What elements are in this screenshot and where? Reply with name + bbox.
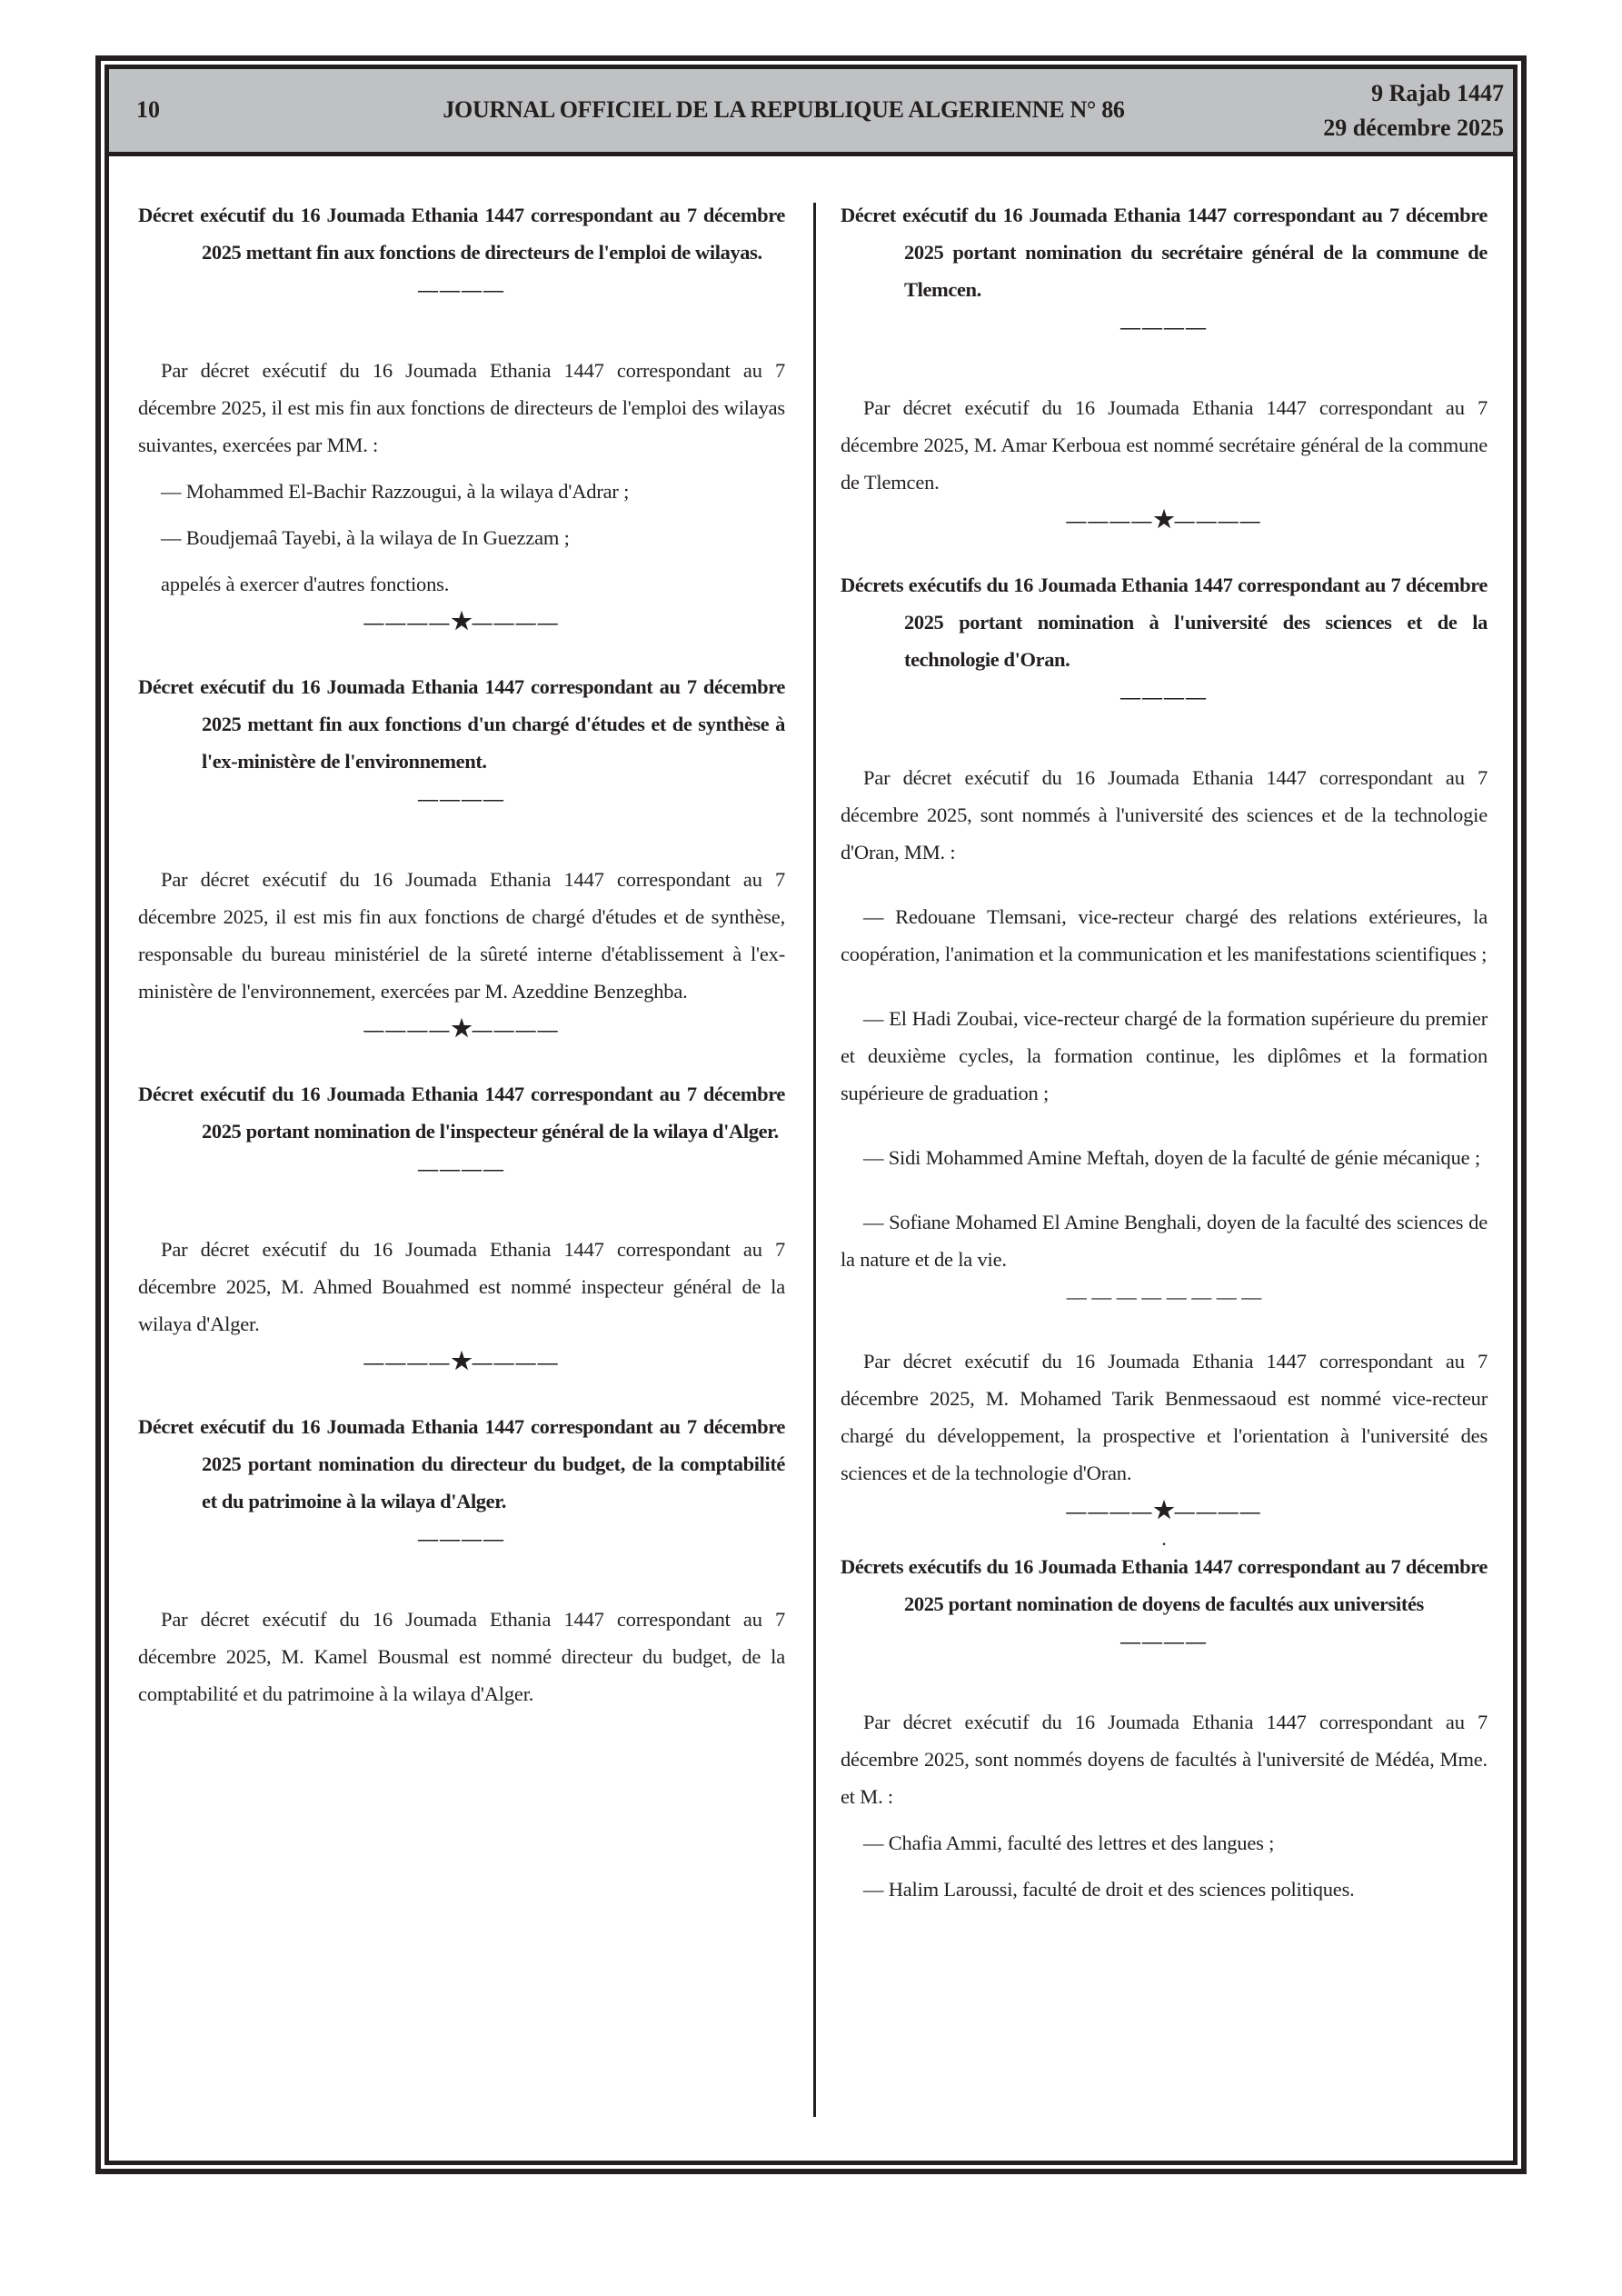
short-separator: ———— (418, 1527, 505, 1550)
decree-body: Par décret exécutif du 16 Joumada Ethania 1447 correspondant au 7 décembre 2025, sont nommés doyens de facultés à l'université de Médéa, Mme. et M. : (841, 1711, 1488, 1808)
decree-usto-oran (841, 566, 1488, 1548)
decree-doyens-facultes (841, 1548, 1488, 1908)
star-icon: ★ (1153, 506, 1175, 533)
page-outer-border (95, 55, 1527, 2174)
short-separator: ———— (418, 278, 505, 301)
short-separator: ———— (418, 1157, 505, 1180)
decree-secretaire-tlemcen (841, 196, 1488, 539)
decree-body-2: Par décret exécutif du 16 Joumada Ethania 1447 correspondant au 7 décembre 2025, M. Mohamed Tarik Benmessaoud est nommé vice-recteur chargé du développement, la prospective et l'orientation à l'université des sciences et de la technologie d'Oran. (841, 1350, 1488, 1484)
journal-title: JOURNAL OFFICIEL DE LA REPUBLIQUE ALGERIENNE N° 86 (443, 96, 1125, 123)
list-item: — Sidi Mohammed Amine Meftah, doyen de la faculté de génie mécanique ; (863, 1146, 1480, 1169)
issue-dates (1323, 76, 1504, 145)
star-icon: ★ (451, 1015, 473, 1042)
decree-body: Par décret exécutif du 16 Joumada Ethania 1447 correspondant au 7 décembre 2025, M. Kamel Bousmal est nommé directeur du budget, de la comptabilité et du patrimoine à la wilaya d'Alger. (138, 1608, 785, 1705)
list-item: — Redouane Tlemsani, vice-recteur chargé des relations extérieures, la coopération, l'animation et la communication et les manifestations scientifiques ; (841, 905, 1488, 965)
page-header (109, 69, 1513, 156)
page-inner-frame (104, 65, 1518, 2165)
short-separator: ———— (1120, 315, 1208, 338)
hijri-date: 9 Rajab 1447 (1371, 80, 1504, 106)
short-separator: ———— (418, 787, 505, 810)
stray-dot: . (1161, 1527, 1167, 1550)
list-item: — Halim Laroussi, faculté de droit et des sciences politiques. (863, 1878, 1355, 1901)
decree-body: Par décret exécutif du 16 Joumada Ethania 1447 correspondant au 7 décembre 2025, M. Ahmed Bouahmed est nommé inspecteur général de la wilaya d'Alger. (138, 1238, 785, 1335)
star-separator: ————★———— (363, 608, 560, 634)
decree-title: Décrets exécutifs du 16 Joumada Ethania 1447 correspondant au 7 décembre 2025 portant nomination à l'université des sciences et de la technologie d'Oran. (841, 574, 1488, 671)
list-item: — Chafia Ammi, faculté des lettres et des langues ; (863, 1832, 1275, 1854)
star-icon: ★ (451, 1348, 473, 1374)
star-separator: ————★———— (363, 1015, 560, 1042)
decree-title: Décret exécutif du 16 Joumada Ethania 1447 correspondant au 7 décembre 2025 portant nomination du directeur du budget, de la comptabilité et du patrimoine à la wilaya d'Alger. (138, 1415, 785, 1512)
decree-title: Décret exécutif du 16 Joumada Ethania 1447 correspondant au 7 décembre 2025 mettant fin aux fonctions d'un chargé d'études et de synthèse à l'ex-ministère de l'environnement. (138, 675, 785, 773)
star-icon: ★ (1153, 1497, 1175, 1523)
decree-title: Décrets exécutifs du 16 Joumada Ethania 1447 correspondant au 7 décembre 2025 portant nomination de doyens de facultés aux universités (841, 1555, 1488, 1615)
star-separator: ————★———— (1066, 1497, 1262, 1523)
star-icon: ★ (451, 608, 473, 634)
decree-directeur-budget (138, 1408, 785, 1712)
list-item: — Mohammed El-Bachir Razzougui, à la wilaya d'Adrar ; (161, 480, 630, 503)
column-divider (813, 203, 816, 2117)
decree-body: Par décret exécutif du 16 Joumada Ethania 1447 correspondant au 7 décembre 2025, sont nommés à l'université des sciences et de la technologie d'Oran, MM. : (841, 766, 1488, 863)
decree-body: Par décret exécutif du 16 Joumada Ethania 1447 correspondant au 7 décembre 2025, il est mis fin aux fonctions de chargé d'études et de synthèse, responsable du bureau ministériel de la sûreté interne d'établissement à l'ex-ministère de l'environnement, exercées par M. Azeddine Benzeghba. (138, 868, 785, 1003)
decree-directeurs-emploi (138, 196, 785, 641)
decree-closing: appelés à exercer d'autres fonctions. (161, 573, 450, 595)
decree-charge-etudes (138, 668, 785, 1048)
short-separator: ———— (1120, 1630, 1208, 1652)
left-column (138, 196, 785, 1712)
list-item: — Sofiane Mohamed El Amine Benghali, doyen de la faculté des sciences de la nature et de la vie. (841, 1211, 1488, 1271)
long-separator: — — — — — — — — (1066, 1285, 1262, 1308)
star-separator: ————★———— (1066, 506, 1262, 533)
list-item: — El Hadi Zoubai, vice-recteur chargé de la formation supérieure du premier et deuxième cycles, la formation continue, les diplômes et la formation supérieure de graduation ; (841, 1007, 1488, 1104)
decree-title: Décret exécutif du 16 Joumada Ethania 1447 correspondant au 7 décembre 2025 portant nomination du secrétaire général de la commune de Tlemcen. (841, 204, 1488, 301)
list-item: — Boudjemaâ Tayebi, à la wilaya de In Guezzam ; (161, 526, 570, 549)
decree-body: Par décret exécutif du 16 Joumada Ethania 1447 correspondant au 7 décembre 2025, il est mis fin aux fonctions de directeurs de l'emploi des wilayas suivantes, exercées par MM. : (138, 359, 785, 456)
star-separator: ————★———— (363, 1348, 560, 1374)
decree-title: Décret exécutif du 16 Joumada Ethania 1447 correspondant au 7 décembre 2025 portant nomination de l'inspecteur général de la wilaya d'Alger. (138, 1083, 785, 1143)
page-number: 10 (136, 96, 160, 123)
decree-title: Décret exécutif du 16 Joumada Ethania 1447 correspondant au 7 décembre 2025 mettant fin aux fonctions de directeurs de l'emploi de wilayas. (138, 204, 785, 264)
gregorian-date: 29 décembre 2025 (1323, 115, 1504, 141)
short-separator: ———— (1120, 685, 1208, 708)
right-column (841, 196, 1488, 1908)
decree-body: Par décret exécutif du 16 Joumada Ethania 1447 correspondant au 7 décembre 2025, M. Amar Kerboua est nommé secrétaire général de la commune de Tlemcen. (841, 396, 1488, 494)
decree-inspecteur-general (138, 1075, 785, 1381)
